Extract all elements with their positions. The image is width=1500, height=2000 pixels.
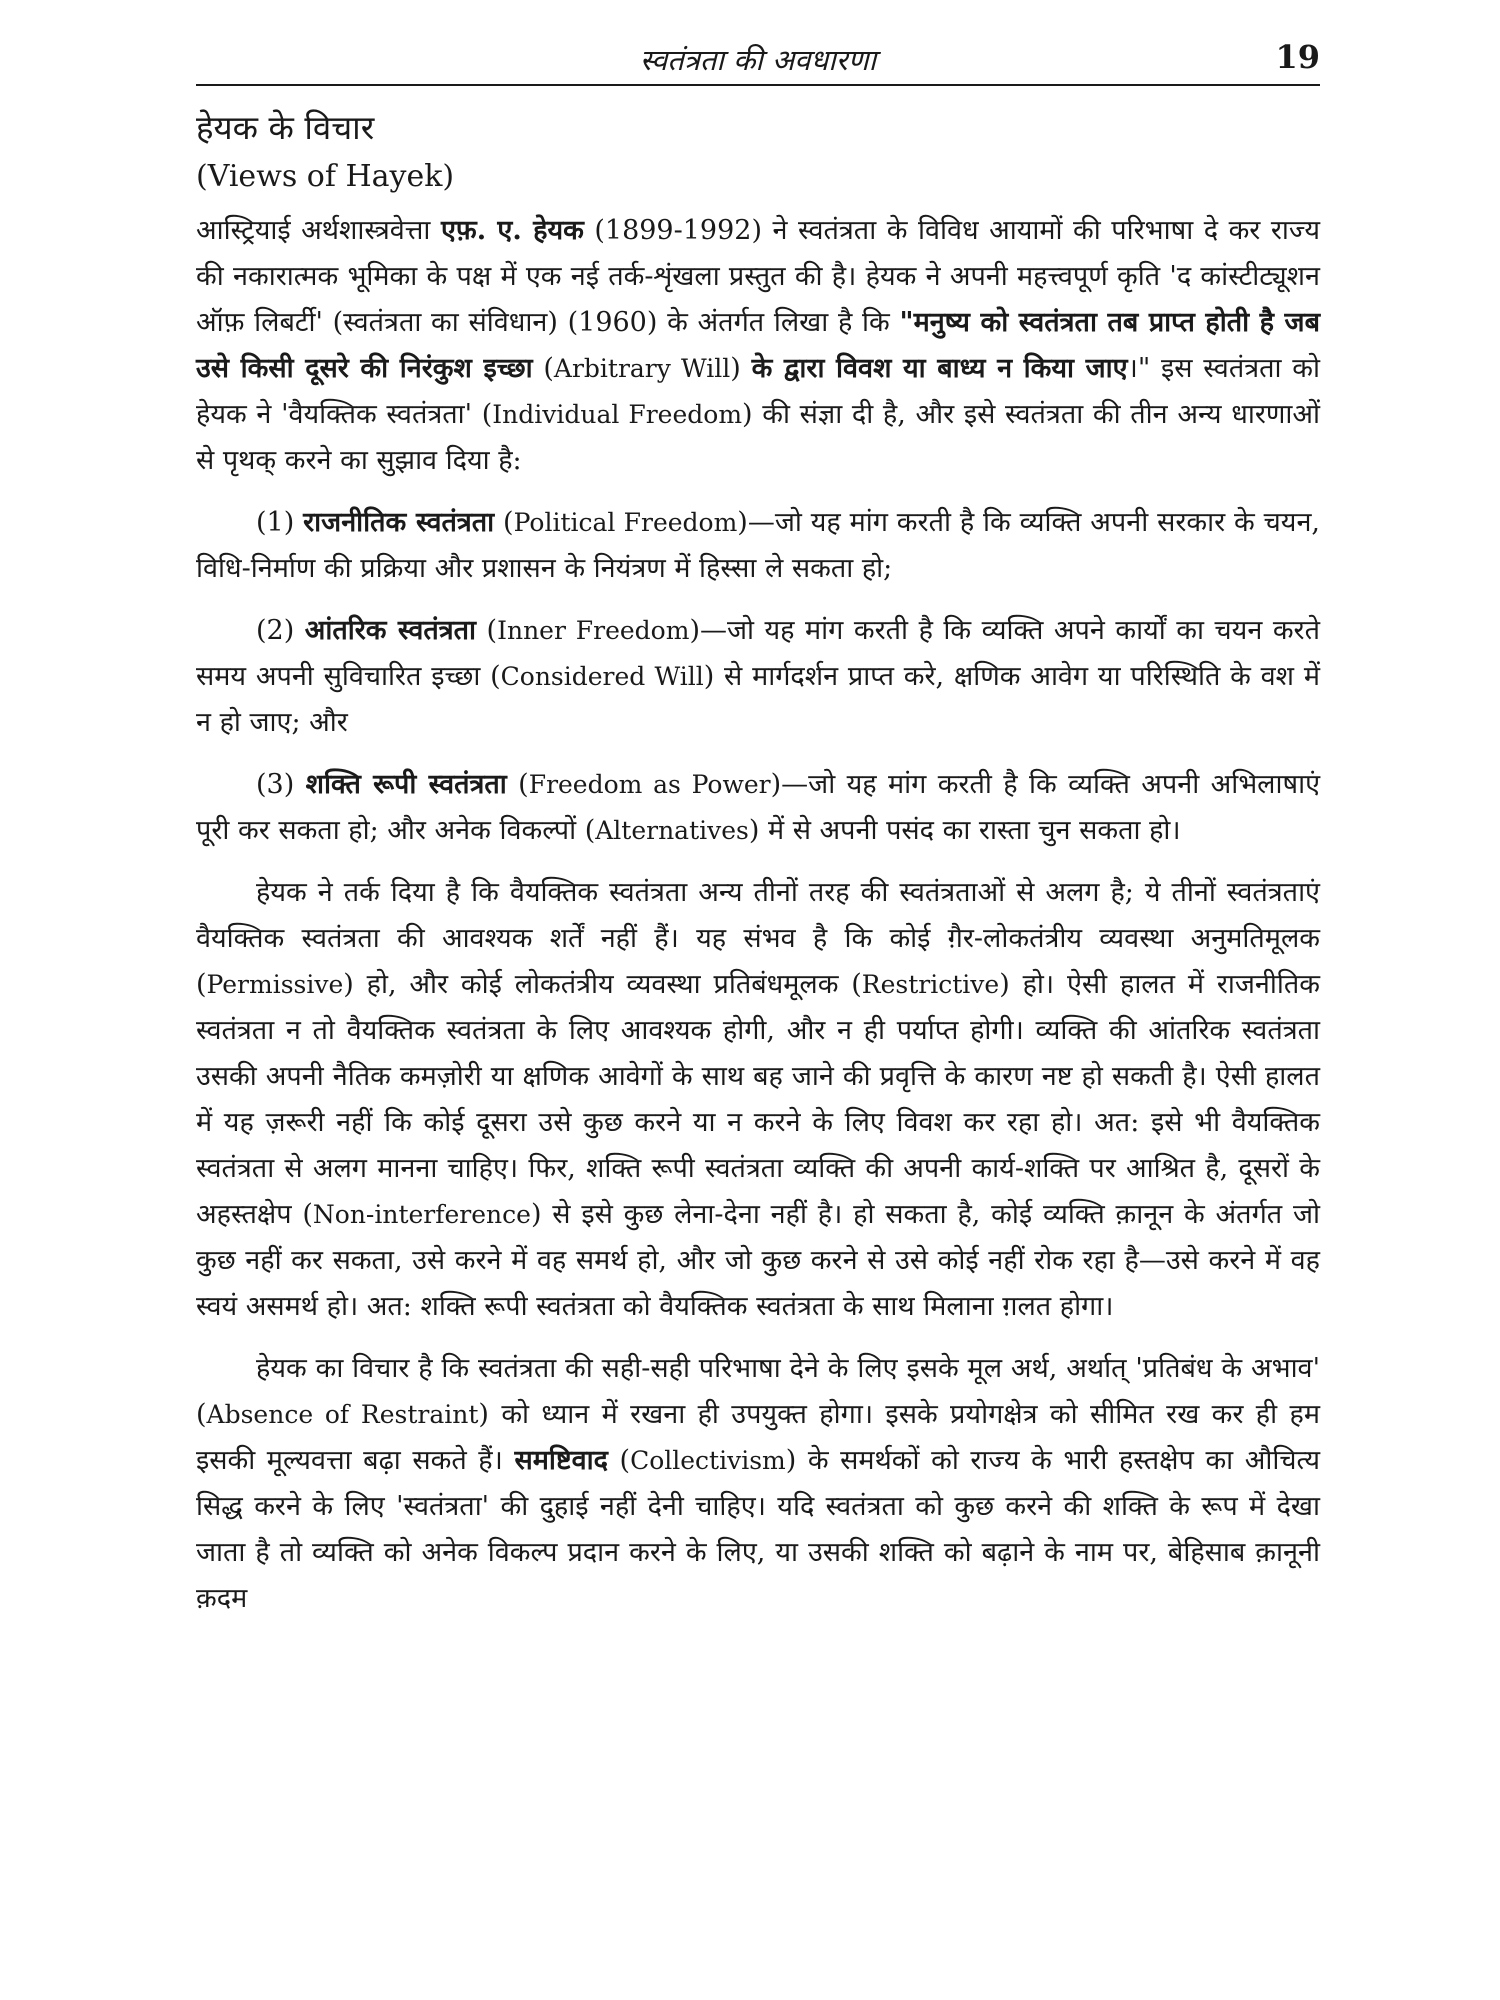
english-term: Freedom as Power [528,770,771,799]
text-run: ) से मार्गदर्शन प्राप्त करे, क्षणिक आवेग या परिस्थिति के वश में न हो जाए; और [196,661,1320,738]
bold-text: के द्वारा विवश या बाध्य न किया जाए [751,353,1128,384]
text-run: ) के समर्थकों को राज्य के भारी हस्तक्षेप का औचित्य सिद्ध करने के लिए 'स्वतंत्रता' की दुहाई नहीं देनी चाहिए। यदि स्वतंत्रता को कुछ करने की शक्ति के रूप में देखा जाता है तो व्यक्ति को अनेक विकल्प प्रदान करने के लिए, या उसकी शक्ति को बढ़ाने के नाम पर, बेहिसाब क़ानूनी क़दम [196,1445,1320,1614]
paragraph-hayek-argument [196,870,1320,1330]
bold-text: समष्टिवाद [514,1445,608,1476]
header-rule [196,84,1320,86]
english-term: Individual Freedom [492,400,743,429]
bold-text: आंतरिक स्वतंत्रता [304,615,477,646]
bold-text: एफ़. ए. हेयक [440,215,584,246]
text-run: (2) [256,615,305,646]
text-run: ) [730,353,752,384]
text-run: आस्ट्रियाई अर्थशास्त्रवेत्ता [196,215,441,246]
section-subtitle: (Views of Hayek) [196,159,455,194]
bold-text: राजनीतिक स्वतंत्रता [303,507,495,538]
paragraph-absence-of-restraint [196,1346,1320,1622]
english-term: Restrictive [861,970,1000,999]
text-run: ) की संज्ञा दी है, और इसे स्वतंत्रता की तीन अन्य धारणाओं से पृथक् करने का सुझाव दिया है: [196,399,1320,476]
text-run: )—जो यह मांग करती है कि व्यक्ति अपनी अभिलाषाएं पूरी कर सकता हो; और अनेक विकल्पों ( [196,769,1321,846]
section-title: हेयक के विचार [196,108,375,147]
running-title: स्वतंत्रता की अवधारणा [639,43,877,77]
english-term: Permissive [206,970,344,999]
text-run: )—जो यह मांग करती है कि व्यक्ति अपने कार्यों का चयन करते समय अपनी सुविचारित इच्छा ( [196,615,1320,692]
text-run: ( [476,615,498,646]
english-term: Alternatives [595,816,749,845]
text-run: ( [607,1445,631,1476]
paragraph-freedom-as-power [196,762,1320,854]
text-run: ( [494,507,514,538]
text-run: )—जो यह मांग करती है कि व्यक्ति अपनी सरकार के चयन, विधि-निर्माण की प्रक्रिया और प्रशासन के नियंत्रण में हिस्सा ले सकता हो; [196,507,1321,584]
text-run: ) हो। ऐसी हालत में राजनीतिक स्वतंत्रता न तो वैयक्तिक स्वतंत्रता के लिए आवश्यक होगी, और न ही पर्याप्त होगी। व्यक्ति की आंतरिक स्वतंत्रता उसकी अपनी नैतिक कमज़ोरी या क्षणिक आवेगों के साथ बह जाने की प्रवृत्ति के कारण नष्ट हो सकती है। ऐसी हालत में यह ज़रूरी नहीं कि कोई दूसरा उसे कुछ करने या न करने के लिए विवश कर रहा हो। अत: इसे भी वैयक्तिक स्वतंत्रता से अलग मानना चाहिए। फिर, शक्ति रूपी स्वतंत्रता व्यक्ति की अपनी कार्य-शक्ति पर आश्रित है, दूसरों के अहस्तक्षेप ( [196,969,1320,1230]
text-run: (3) [256,769,306,800]
text-run: हेयक ने तर्क दिया है कि वैयक्तिक स्वतंत्रता अन्य तीनों तरह की स्वतंत्रताओं से अलग है; ये तीनों स्वतंत्रताएं वैयक्तिक स्वतंत्रता की आवश्यक शर्तें नहीं हैं। यह संभव है कि कोई ग़ैर-लोकतंत्रीय व्यवस्था अनुमतिमूलक ( [196,877,1320,1000]
text-run: (1899-1992) ने स्वतंत्रता के विविध आयामों की परिभाषा दे कर राज्य की नकारात्मक भूमिका के पक्ष में एक नई तर्क-शृंखला प्रस्तुत की है। हेयक ने अपनी महत्त्वपूर्ण कृति 'द कांस्टीट्यूशन ऑफ़ लिबर्टी' (स्वतंत्रता का संविधान) (1960) के अंतर्गत लिखा है कि [196,215,1321,338]
english-term: Collectivism [630,1446,786,1475]
text-run: ) से इसे कुछ लेना-देना नहीं है। हो सकता है, कोई व्यक्ति क़ानून के अंतर्गत जो कुछ नहीं कर सकता, उसे करने में वह समर्थ हो, और जो कुछ करने से उसे कोई नहीं रोक रहा है—उसे करने में वह स्वयं असमर्थ हो। अत: शक्ति रूपी स्वतंत्रता को वैयक्तिक स्वतंत्रता के साथ मिलाना ग़लत होगा। [196,1199,1320,1322]
page-number: 19 [1275,38,1320,76]
english-term: Non-interference [312,1200,531,1229]
english-term: Inner Freedom [497,616,690,645]
paragraph-intro [196,208,1320,484]
text-run: ) हो, और कोई लोकतंत्रीय व्यवस्था प्रतिबंधमूलक ( [343,969,862,1000]
text-run: ) में से अपनी पसंद का रास्ता चुन सकता हो। [748,815,1181,846]
english-term: Considered Will [500,662,704,691]
bold-text: शक्ति रूपी स्वतंत्रता [305,769,507,800]
english-term: Absence of Restraint [206,1400,479,1429]
page-body [196,102,1320,1638]
text-run: ) को ध्यान में रखना ही उपयुक्त होगा। इसके प्रयोगक्षेत्र को सीमित रख कर ही हम इसकी मूल्यवत्ता बढ़ा सकते हैं। [196,1399,1320,1476]
english-term: Arbitrary Will [553,354,731,383]
running-header [196,38,1320,82]
english-term: Political Freedom [513,508,738,537]
bold-text: "मनुष्य को स्वतंत्रता तब प्राप्त होती है जब उसे किसी दूसरे की निरंकुश इच्छा [196,307,1320,384]
text-run: ( [532,353,554,384]
text-run: हेयक का विचार है कि स्वतंत्रता की सही-सही परिभाषा देने के लिए इसके मूल अर्थ, अर्थात् 'प्रतिबंध के अभाव' ( [196,1353,1320,1430]
text-run: (1) [256,507,304,538]
text-run: ( [506,769,529,800]
text-run: ।" इस स्वतंत्रता को हेयक ने 'वैयक्तिक स्वतंत्रता' ( [196,353,1320,430]
paragraph-political-freedom [196,500,1320,592]
paragraph-inner-freedom [196,608,1320,746]
